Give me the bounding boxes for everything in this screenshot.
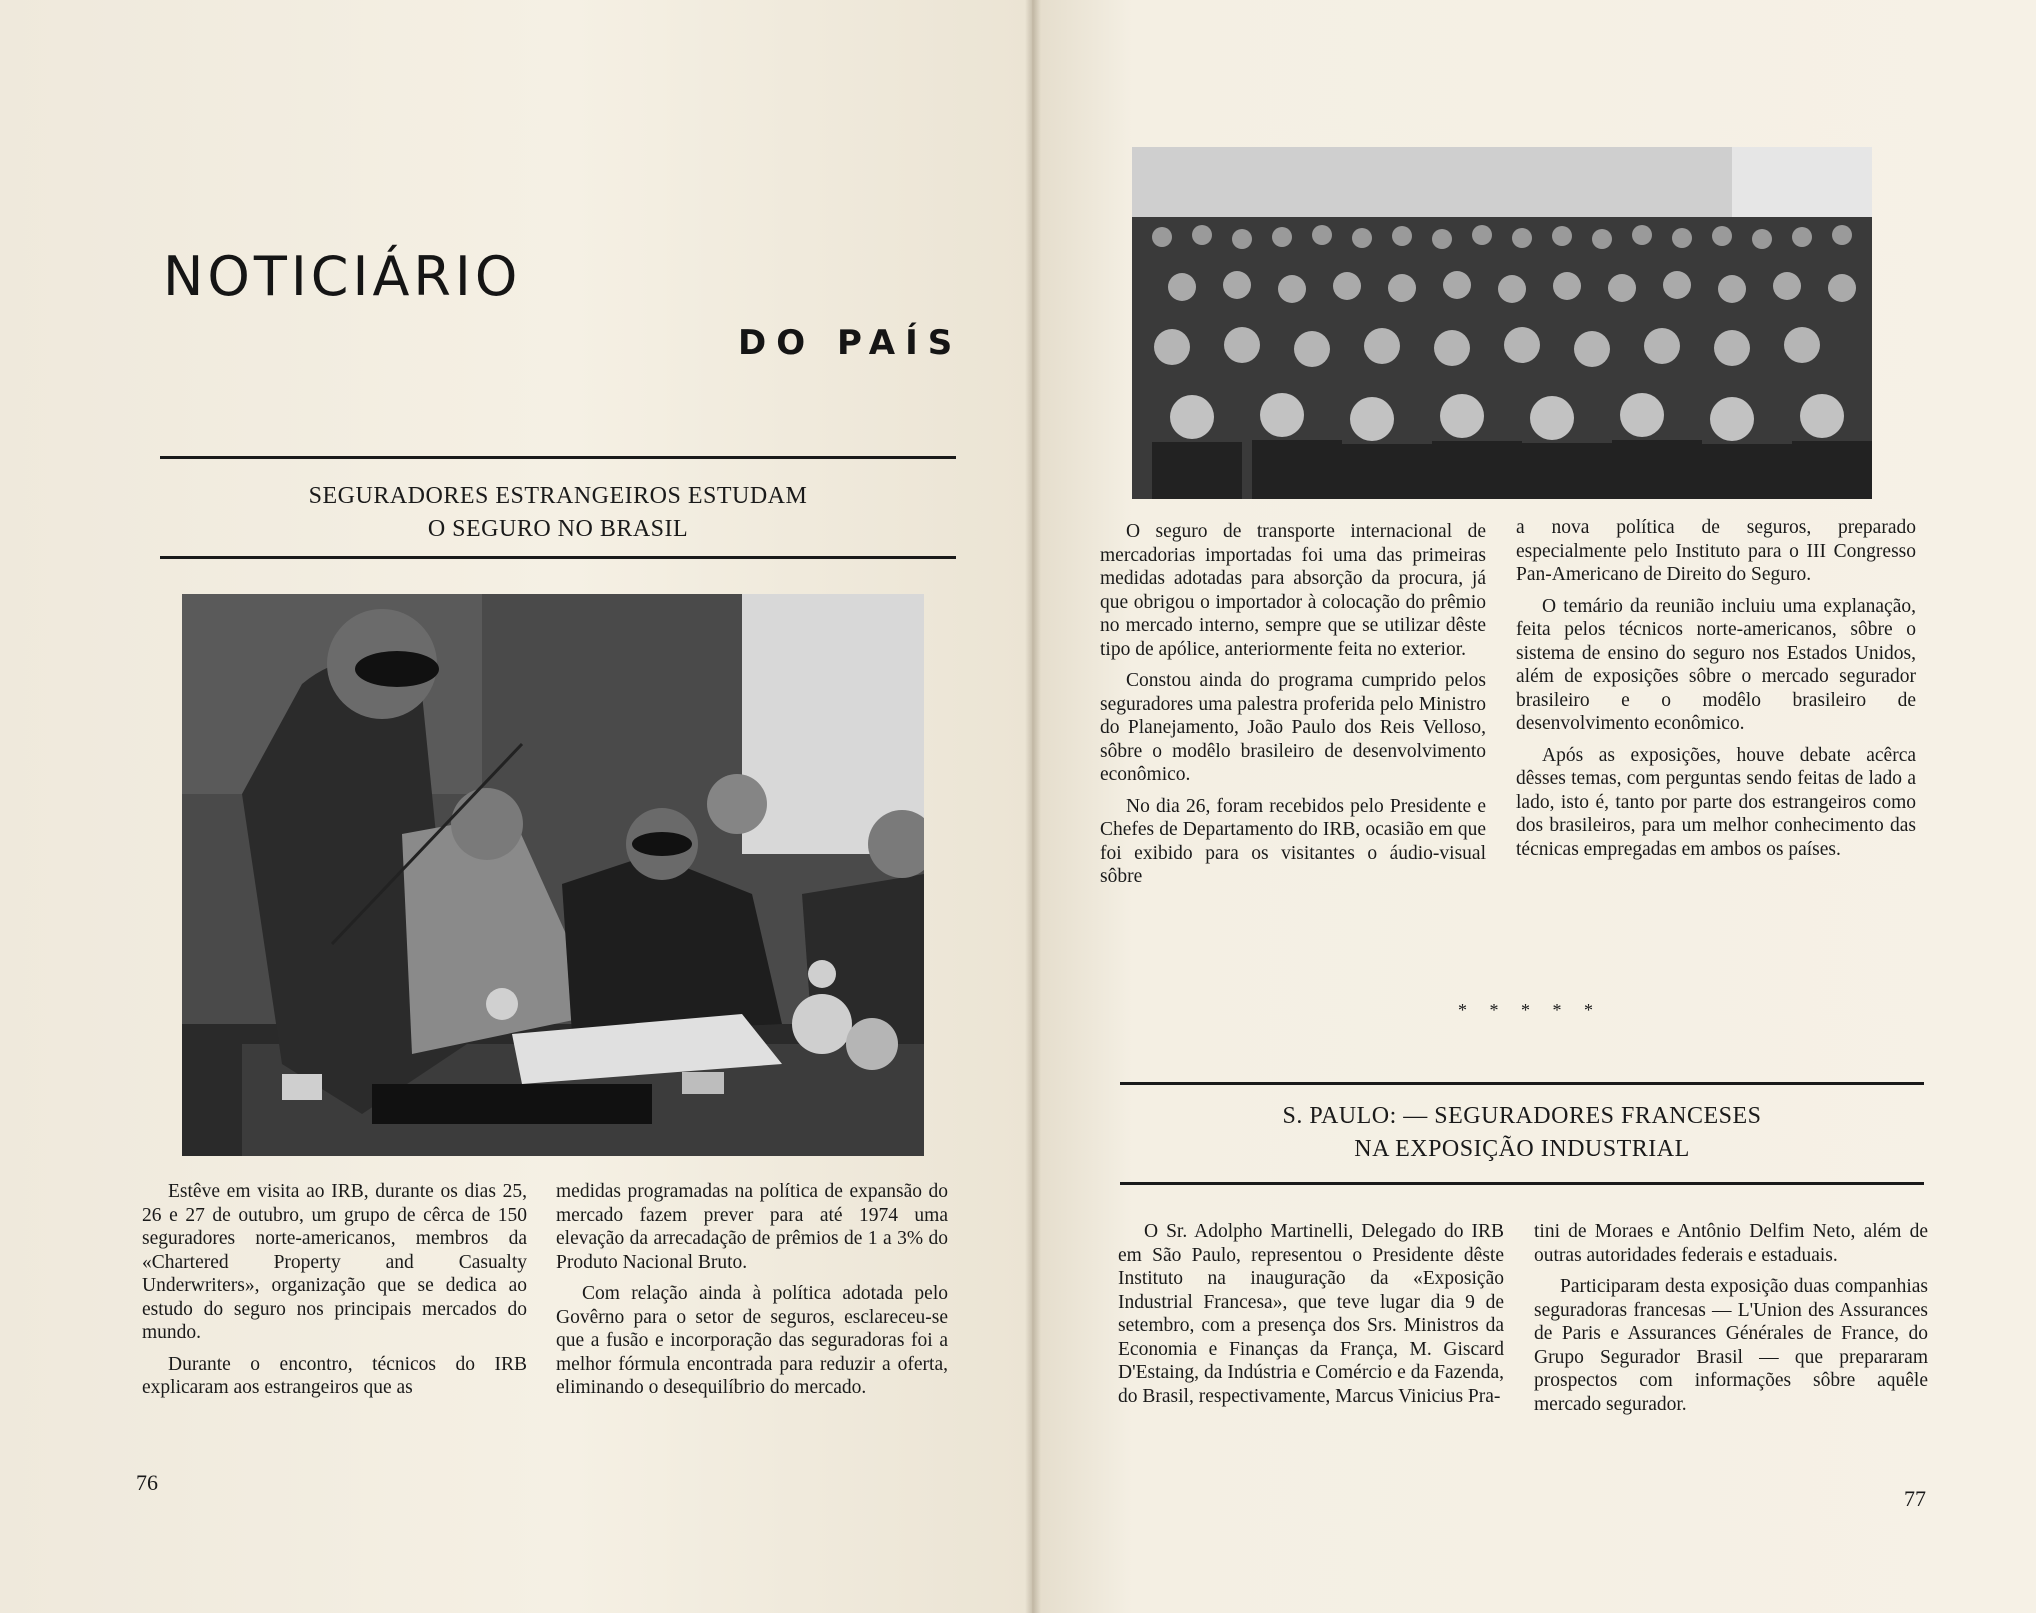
headline2-top-rule — [1120, 1082, 1924, 1085]
auditorium-audience-photo-image — [1132, 147, 1872, 499]
article1-headline — [160, 480, 956, 546]
article2-headline-line2: NA EXPOSIÇÃO INDUSTRIAL — [1354, 1136, 1690, 1162]
section-separator-stars: * * * * * — [1458, 1000, 1602, 1020]
article2-column-2 — [1534, 1220, 1928, 1424]
paragraph: O seguro de transporte internacional de mercadorias importadas foi uma das primeiras medidas adotadas para absorção da procura, já que obrigou o importador à colocação do prêmio no mercado interno, sempre que se utilizar dêste tipo de apólice, anteriormente feita no exterior. — [1100, 521, 1486, 660]
paragraph: Durante o encontro, técnicos do IRB explicaram aos estrangeiros que as — [142, 1353, 527, 1398]
article1-left-column-2 — [556, 1180, 948, 1408]
meeting-table-photo — [182, 594, 924, 1156]
page-number-right: 77 — [1904, 1486, 1926, 1511]
book-gutter — [1025, 0, 1041, 1613]
paragraph: Após as exposições, houve debate acêrca dêsses temas, com perguntas sendo feitas de lado a lado, isto é, tanto por parte dos estrangeiros como dos brasileiros, para um melhor conhecimento das técnicas empregadas em ambos os países. — [1516, 744, 1916, 860]
meeting-table-photo-image — [182, 594, 924, 1156]
article1-headline-line2: O SEGURO NO BRASIL — [427, 516, 689, 542]
section-subtitle: DO PAÍS — [738, 323, 963, 363]
paragraph: Participaram desta exposição duas companhias seguradoras francesas — L'Union des Assurances de Paris e Assurances Générales de France, do Grupo Segurador Brasil — que prepararam prospectos com informações sôbre aquêle mercado segurador. — [1534, 1276, 1928, 1415]
paragraph: O Sr. Adolpho Martinelli, Delegado do IRB em São Paulo, representou o Presidente dêste Instituto na inauguração da «Exposição Industrial Francesa», que teve lugar dia 9 de setembro, com a presença dos Srs. Ministros da Economia e Finanças da França, M. Giscard D'Estaing, da Indústria e Comércio e da Fazenda, do Brasil, respectivamente, Marcus Vinicius Pra- — [1118, 1221, 1504, 1407]
article2-headline — [1120, 1100, 1924, 1166]
paragraph: a nova política de seguros, preparado especialmente pelo Instituto para o III Congresso Pan-Americano de Direito do Seguro. — [1516, 517, 1916, 585]
section-title: NOTICIÁRIO — [163, 245, 522, 308]
article1-right-column-2 — [1516, 516, 1916, 869]
headline-bottom-rule — [160, 556, 956, 559]
page-number-left: 76 — [136, 1470, 158, 1495]
paragraph: Estêve em visita ao IRB, durante os dias 25, 26 e 27 de outubro, um grupo de cêrca de 150 seguradores norte-americanos, membros da «Chartered Property and Casualty Underwriters», organização que se dedica ao estudo do seguro nos principais mercados do mundo. — [142, 1181, 527, 1343]
article2-column-1 — [1118, 1220, 1504, 1416]
article1-left-column-1 — [142, 1180, 527, 1408]
right-page — [1032, 0, 2036, 1613]
paragraph: Com relação ainda à política adotada pelo Govêrno para o setor de seguros, esclareceu-se que a fusão e incorporação das seguradoras foi a melhor fórmula encontrada para reduzir a oferta, eliminando o desequilíbrio do mercado. — [556, 1283, 948, 1398]
headline-top-rule — [160, 456, 956, 459]
paragraph: No dia 26, foram recebidos pelo Presidente e Chefes de Departamento do IRB, ocasião em que foi exibido para os visitantes o áudio-visual sôbre — [1100, 795, 1486, 887]
paragraph: Constou ainda do programa cumprido pelos seguradores uma palestra proferida pelo Ministro do Planejamento, João Paulo dos Reis Velloso, sôbre o modêlo brasileiro de desenvolvimento econômico. — [1100, 670, 1486, 785]
article1-headline-line1: SEGURADORES ESTRANGEIROS ESTUDAM — [308, 483, 808, 509]
article2-headline-line1: S. PAULO: — SEGURADORES FRANCESES — [1282, 1103, 1762, 1129]
paragraph: O temário da reunião incluiu uma explanação, feita pelos técnicos norte-americanos, sôbre o sistema de ensino do seguro nos Estados Unidos, além de exposições sôbre o mercado segurador brasileiro e o modêlo brasileiro de desenvolvimento econômico. — [1516, 595, 1916, 734]
headline2-bottom-rule — [1120, 1182, 1924, 1185]
auditorium-audience-photo — [1132, 147, 1872, 499]
article1-right-column-1 — [1100, 520, 1486, 897]
paragraph: medidas programadas na política de expansão do mercado fazem prever para até 1974 uma elevação da arrecadação de prêmios de 1 a 3% do Produto Nacional Bruto. — [556, 1181, 948, 1273]
paragraph: tini de Moraes e Antônio Delfim Neto, além de outras autoridades federais e estaduais. — [1534, 1221, 1928, 1266]
